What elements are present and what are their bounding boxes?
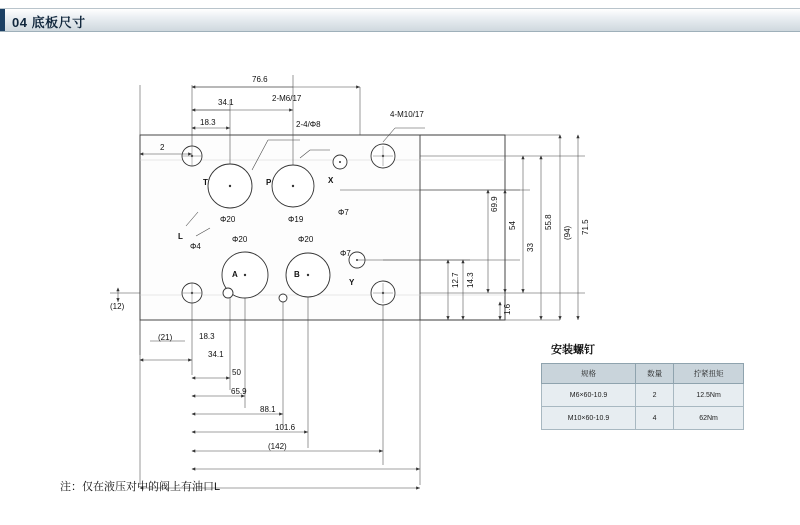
dim-left-12: (12) xyxy=(110,302,125,311)
dim-right-12-7: 12.7 xyxy=(451,272,460,288)
technical-drawing xyxy=(0,30,800,525)
hole-dia-phi19: Φ19 xyxy=(288,215,304,224)
dim-top-34-1: 34.1 xyxy=(218,98,234,107)
port-label-t: T xyxy=(203,178,208,187)
dim-bottom-34-1: 34.1 xyxy=(208,350,224,359)
hole-dia-phi4: Φ4 xyxy=(190,242,201,251)
header-accent-bar xyxy=(0,9,5,31)
callout-4-m10-17: 4-M10/17 xyxy=(390,110,424,119)
hole-dia-phi20-a: Φ20 xyxy=(232,235,248,244)
dim-top-18-3: 18.3 xyxy=(200,118,216,127)
port-label-y: Y xyxy=(349,278,355,287)
hole-dia-phi20-b: Φ20 xyxy=(298,235,314,244)
hole-dia-phi20-upper: Φ20 xyxy=(220,215,236,224)
dim-bottom-18-3: 18.3 xyxy=(199,332,215,341)
table-header-spec: 规格 xyxy=(542,364,636,384)
hole-dia-phi7-upper: Φ7 xyxy=(338,208,349,217)
table-header-row xyxy=(542,364,744,384)
footnote: 注：仅在液压对中的阀上有油口L xyxy=(60,481,221,493)
cell-torque-1: 12.5Nm xyxy=(674,384,744,407)
dim-right-1-6: 1.6 xyxy=(503,303,512,315)
callout-2-4-phi8: 2-4/Φ8 xyxy=(296,120,321,129)
cell-spec-2: M10×60-10.9 xyxy=(542,407,636,430)
cell-qty-1: 2 xyxy=(636,384,674,407)
cell-spec-1: M6×60-10.9 xyxy=(542,384,636,407)
port-label-x: X xyxy=(328,176,334,185)
dim-bottom-142: (142) xyxy=(268,442,287,451)
port-label-a: A xyxy=(232,270,238,279)
screw-table-caption: 安装螺钉 xyxy=(551,344,595,356)
dim-right-94: (94) xyxy=(563,225,572,240)
dim-top-76-6: 76.6 xyxy=(252,75,268,84)
dim-right-69-9: 69.9 xyxy=(490,196,499,212)
dim-bottom-65-9: 65.9 xyxy=(231,387,247,396)
dim-left-21: (21) xyxy=(158,333,173,342)
dim-top-2: 2 xyxy=(160,143,165,152)
callout-2-m6-17: 2-M6/17 xyxy=(272,94,302,103)
page-title: 04 底板尺寸 xyxy=(12,15,86,30)
table-header-qty: 数量 xyxy=(636,364,674,384)
dim-right-33: 33 xyxy=(526,243,535,252)
hole-dia-phi7-lower: Φ7 xyxy=(340,249,351,258)
table-row xyxy=(542,407,744,430)
cell-torque-2: 62Nm xyxy=(674,407,744,430)
port-label-b: B xyxy=(294,270,300,279)
dim-bottom-50: 50 xyxy=(232,368,241,377)
screw-table xyxy=(541,363,744,430)
dim-bottom-101-6: 101.6 xyxy=(275,423,296,432)
port-label-l: L xyxy=(178,232,183,241)
dim-right-54: 54 xyxy=(508,221,517,230)
dim-right-55-8: 55.8 xyxy=(544,214,553,230)
section-header xyxy=(0,8,800,32)
dim-right-14-3: 14.3 xyxy=(466,272,475,288)
table-row xyxy=(542,384,744,407)
table-header-torque: 拧紧扭矩 xyxy=(674,364,744,384)
port-label-p: P xyxy=(266,178,272,187)
dim-bottom-88-1: 88.1 xyxy=(260,405,276,414)
dim-right-71-5: 71.5 xyxy=(581,219,590,235)
cell-qty-2: 4 xyxy=(636,407,674,430)
